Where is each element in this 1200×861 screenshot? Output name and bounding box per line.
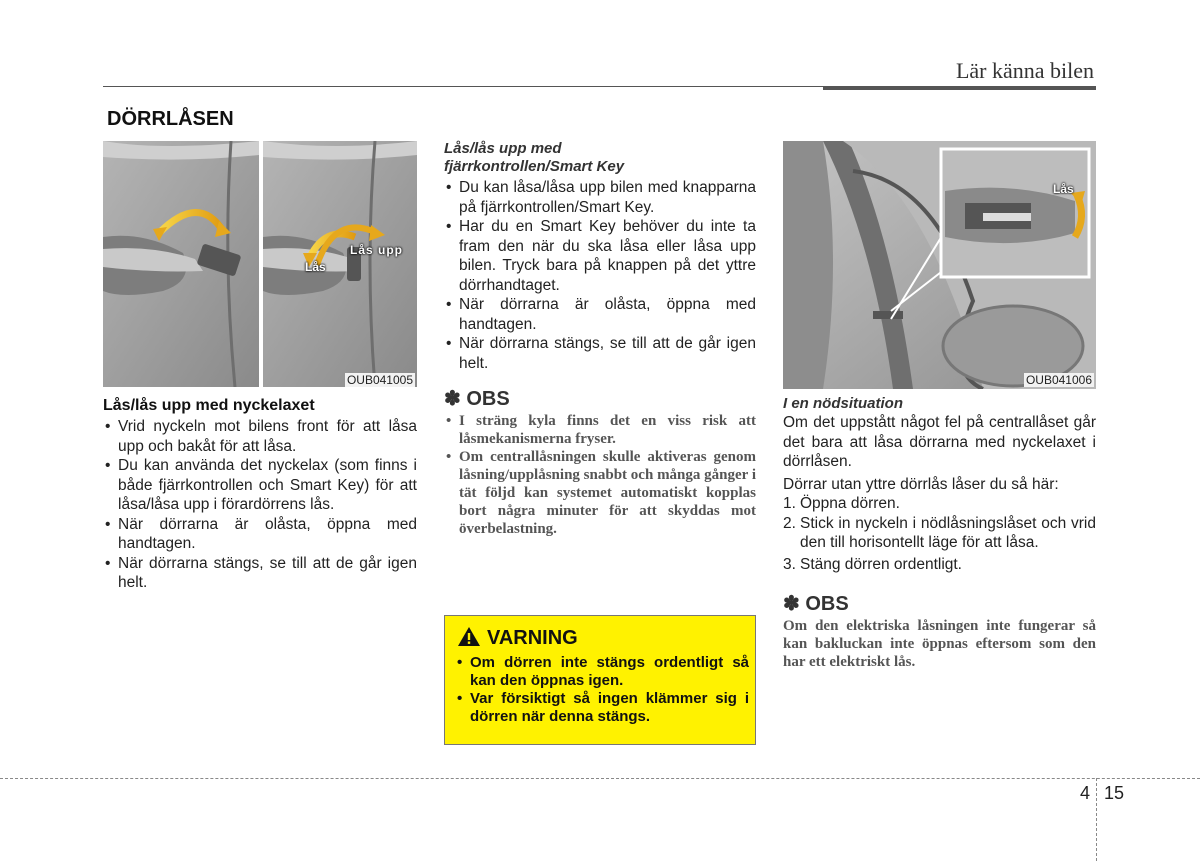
warning-box — [444, 615, 756, 745]
list-item: • I sträng kyla finns det en viss risk att låsmekanismerna fryser. — [444, 412, 756, 448]
emergency-paragraph-2: Dörrar utan yttre dörrlås låser du så här: — [783, 475, 1059, 493]
chapter-number: 4 — [1080, 783, 1091, 803]
step-number: 3. — [783, 555, 796, 573]
step-text: Stick in nyckeln i nödlåsningslåset och vrid den till horisontellt läge för att låsa. — [800, 514, 1096, 551]
door-handle-illustration — [103, 141, 417, 389]
step-item — [783, 514, 1096, 553]
warning-triangle-icon — [457, 626, 481, 647]
figure-label-unlock: Lås upp — [350, 243, 404, 257]
column-2 — [444, 140, 756, 538]
step-item — [783, 555, 1096, 575]
steps-list — [783, 494, 1096, 574]
emergency-heading: I en nödsituation — [783, 395, 903, 412]
emergency-lock-illustration — [783, 141, 1096, 389]
list-item: • Om centrallåsningen skulle aktiveras genom låsning/upplåsning snabbt och många gånger i tät följd kan systemet automatiskt kopplas bort några minuter för att skyddas mot överbelastning. — [444, 448, 756, 538]
obs-list — [444, 412, 756, 538]
column-3 — [783, 394, 1096, 671]
column-1 — [103, 396, 417, 593]
figure-code: OUB041006 — [1025, 373, 1092, 387]
step-item — [783, 494, 1096, 514]
figure-label-lock: Lås — [1053, 182, 1074, 196]
step-number: 2. — [783, 514, 796, 532]
list-item: • När dörrarna stängs, se till att de går igen helt. — [103, 554, 417, 593]
warning-title: VARNING — [487, 627, 578, 649]
footer-vertical-divider — [1096, 778, 1097, 861]
list-item: • Om dörren inte stängs ordentligt så kan den öppnas igen. — [455, 654, 749, 690]
list-item: • När dörrarna är olåsta, öppna med handtagen. — [444, 295, 756, 334]
list-item: • Har du en Smart Key behöver du inte ta fram den när du ska låsa eller låsa upp bilen. Tryck bara på knappen på det yttre dörrhandtaget. — [444, 217, 756, 295]
emergency-paragraph: Om det uppstått något fel på centrallåset går det bara att låsa dörrarna med nyckelaxet i dörrlåsen. — [783, 414, 1096, 470]
list-item: • Du kan låsa/låsa upp bilen med knapparna på fjärrkontrollen/Smart Key. — [444, 178, 756, 217]
section-title: DÖRRLÅSEN — [107, 108, 234, 130]
emergency-lock-figure — [783, 141, 1096, 389]
page-number: 15 — [1104, 783, 1125, 803]
figure-code: OUB041005 — [346, 373, 413, 387]
step-text: Stäng dörren ordentligt. — [800, 555, 962, 573]
header-accent-bar — [823, 86, 1096, 90]
list-item: • När dörrarna är olåsta, öppna med handtagen. — [103, 515, 417, 554]
step-number: 1. — [783, 495, 796, 512]
warning-list — [455, 654, 749, 726]
key-lock-heading: Lås/lås upp med nyckelaxet — [103, 397, 315, 414]
key-lock-list — [103, 417, 417, 593]
chapter-title: Lär känna bilen — [955, 58, 1094, 83]
list-item: • När dörrarna stängs, se till att de går igen helt. — [444, 334, 756, 373]
list-item: • Var försiktigt så ingen klämmer sig i dörren när denna stängs. — [455, 690, 749, 726]
list-item: • Du kan använda det nyckelax (som finns i både fjärrkontrollen och Smart Key) för att låsa/låsa upp i förardörrens lås. — [103, 456, 417, 515]
obs-heading: ✽ OBS — [783, 593, 849, 615]
warning-heading — [457, 626, 578, 650]
remote-lock-heading: Lås/lås upp med fjärrkontrollen/Smart Key — [444, 140, 625, 175]
obs-text: Om den elektriska låsningen inte fungerar så kan bakluckan inte öppnas eftersom som den har ett elektriskt lås. — [783, 618, 1096, 670]
footer-divider — [0, 778, 1200, 779]
door-handle-figure — [103, 141, 417, 389]
remote-lock-list — [444, 178, 756, 373]
step-text: Öppna dörren. — [800, 495, 900, 512]
figure-label-lock: Lås — [305, 260, 326, 274]
list-item: • Vrid nyckeln mot bilens front för att låsa upp och bakåt för att låsa. — [103, 417, 417, 456]
obs-heading: ✽ OBS — [444, 388, 510, 410]
